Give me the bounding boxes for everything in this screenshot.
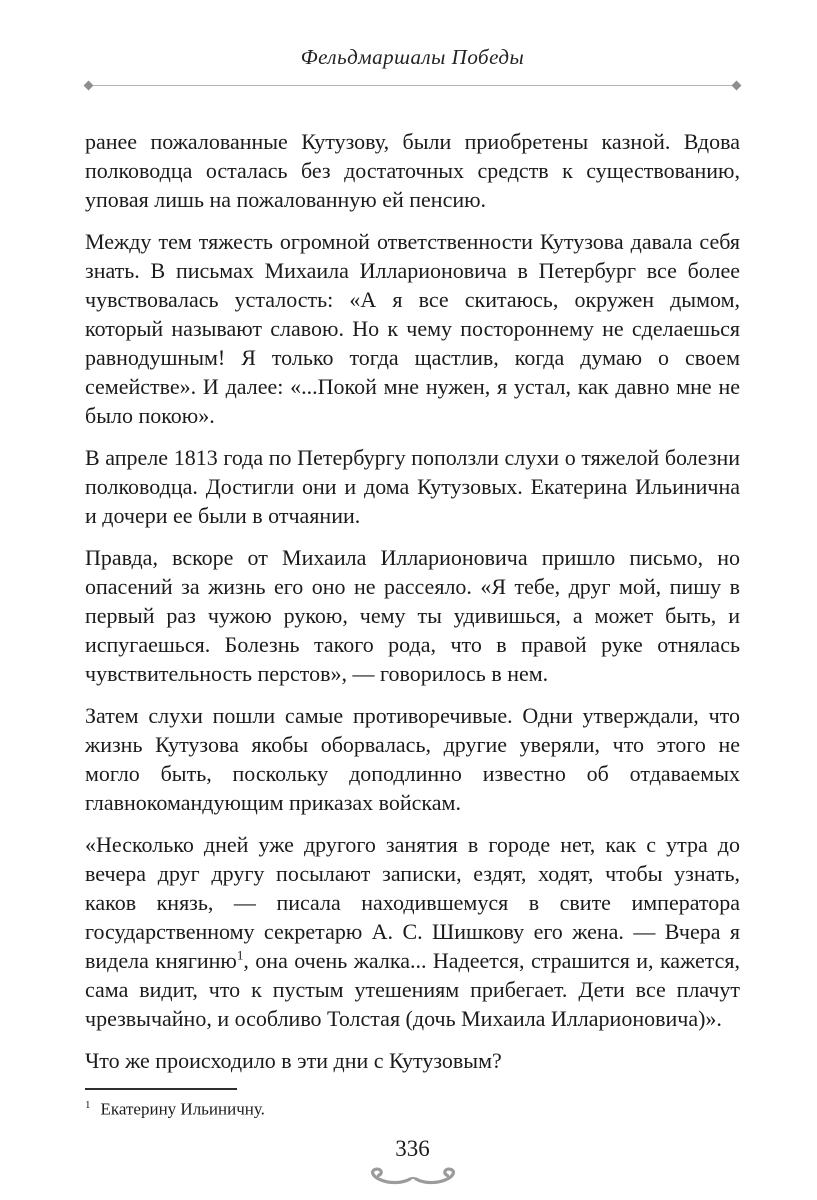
paragraph: Между тем тяжесть огромной ответственности Кутузова давала себя знать. В письмах Михаила Илларионовича в Петербург все более чувствовалась усталость: «А я все скитаюсь, окружен дымом, который называют славою. Но к чему постороннему не сделаешься равнодушным! Я только тогда щастлив, когда думаю о своем семействе». И далее: «...Покой мне нужен, я устал, как давно мне не было покою». <box>85 229 740 428</box>
footnote-marker: 1 <box>85 1099 91 1111</box>
paragraph: ранее пожалованные Кутузову, были приобретены казной. Вдова полководца осталась без достаточных средств к существованию, уповая лишь на пожалованную ей пенсию. <box>85 129 740 212</box>
footnote-reference: 1 <box>236 947 244 963</box>
body-text <box>85 127 740 1088</box>
paragraph-quote <box>85 830 740 1033</box>
footnote <box>85 1099 740 1120</box>
paragraph: В апреле 1813 года по Петербургу поползли слухи о тяжелой болезни полководца. Достигли они и дома Кутузовых. Екатерина Ильинична и дочери ее были в отчаянии. <box>85 445 740 528</box>
page-number: 336 <box>395 1135 430 1161</box>
header-rule-line <box>90 85 735 86</box>
page-footer <box>85 1088 740 1192</box>
header-divider <box>85 82 740 89</box>
diamond-finial-icon <box>84 81 94 91</box>
paragraph: Затем слухи пошли самые противоречивые. Одни утверждали, что жизнь Кутузова якобы оборвалась, другие уверяли, что этого не могло быть, поскольку доподлинно известно об отдаваемых главнокомандующим приказах войскам. <box>85 703 740 815</box>
quote-text-after-footnote: , она очень жалка... Надеется, страшится и, кажется, сама видит, что к пустым утешениям прибегает. Дети все плачут чрезвычайно, и особливо Толстая (дочь Михаила Илларионовича)». <box>85 948 741 1031</box>
running-head-title: Фельдмаршалы Победы <box>300 45 525 69</box>
quote-text-before-footnote: «Несколько дней уже другого занятия в городе нет, как с утра до вечера друг другу посылают записки, ездят, ходят, чтобы узнать, каков князь, — писала находившемуся в свите императора государственному секретарю А. С. Шишкову его жена. — Вчера я видела княгиню <box>85 832 740 973</box>
paragraph-closing: Что же происходило в эти дни с Кутузовым? <box>85 1048 502 1073</box>
paragraph: Правда, вскоре от Михаила Илларионовича пришло письмо, но опасений за жизнь его оно не рассеяло. «Я тебе, друг мой, пишу в первый раз чужою рукою, чему ты удивишься, а может быть, и испугаешься. Болезнь такого рода, что в правой руке отнялась чувствительность перстов», — говорилось в нем. <box>85 545 740 686</box>
diamond-finial-icon <box>732 81 742 91</box>
footnote-text: Екатерину Ильиничну. <box>100 1099 265 1119</box>
flourish-ornament-icon <box>85 1165 740 1192</box>
footnote-divider <box>85 1088 237 1090</box>
